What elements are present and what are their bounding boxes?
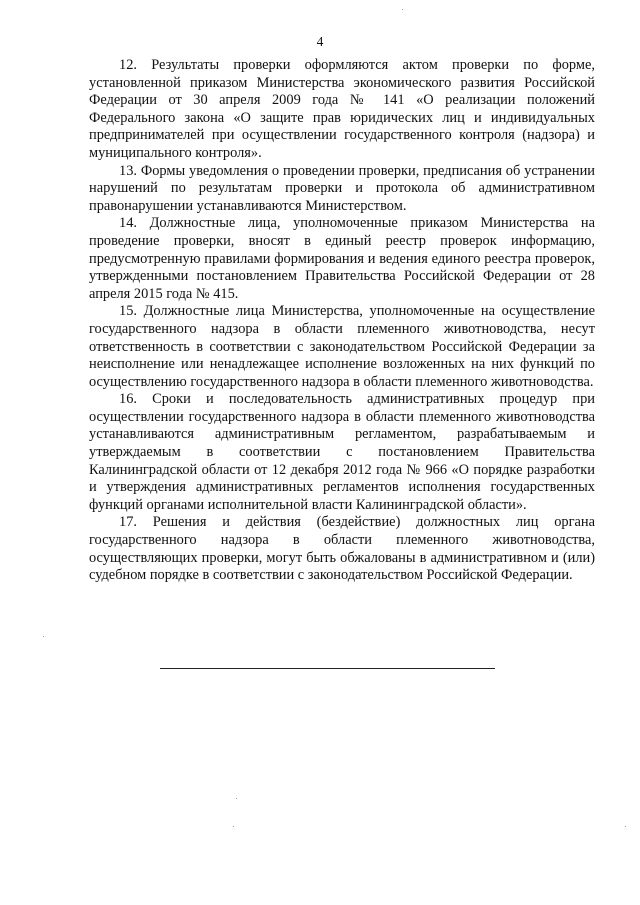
document-body [89, 57, 595, 585]
page-number: 4 [316, 34, 324, 49]
paragraph-16: 16. Сроки и последовательность административных процедур при осуществлении государственного надзора в области племенного животноводства устанавливаются административным регламентом, разрабатываемым и утверждаемым в соответствии с постановлением Правительства Калининградской области от 12 декабря 2012 года № 966 «О порядке разработки и утверждения административных регламентов исполнения государственных функций органами исполнительной власти Калининградской области». [89, 391, 595, 513]
paragraph-14: 14. Должностные лица, уполномоченные приказом Министерства на проведение проверки, вносят в единый реестр проверок информацию, предусмотренную правилами формирования и ведения единого реестра проверок, утвержденными постановлением Правительства Российской Федерации от 28 апреля 2015 года № 415. [89, 215, 595, 302]
scan-speck [402, 9, 403, 10]
scan-speck [625, 826, 626, 827]
scan-speck [233, 826, 234, 827]
paragraph-12: 12. Результаты проверки оформляются актом проверки по форме, установленной приказом Министерства экономического развития Российской Федерации от 30 апреля 2009 года № 141 «О реализации положений Федерального закона «О защите прав юридических лиц и индивидуальных предпринимателей при осуществлении государственного контроля (надзора) и муниципального контроля». [89, 57, 595, 161]
scan-speck [236, 798, 237, 799]
paragraph-15: 15. Должностные лица Министерства, уполномоченные на осуществление государственного надзора в области племенного животноводства, несут ответственность в соответствии с законодательством Российской Федерации за неисполнение или ненадлежащее исполнение возложенных на них функций по осуществлению государственного надзора в области племенного животноводства. [89, 303, 595, 390]
paragraph-13: 13. Формы уведомления о проведении проверки, предписания об устранении нарушений по результатам проверки и протокола об административном правонарушении устанавливаются Министерством. [89, 162, 595, 214]
scan-speck [43, 636, 44, 637]
paragraph-17: 17. Решения и действия (бездействие) должностных лиц органа государственного надзора в области племенного животноводства, осуществляющих проверки, могут быть обжалованы в административном и (или) судебном порядке в соответствии с законодательством Российской Федерации. [89, 514, 595, 584]
end-divider-line [160, 668, 495, 669]
